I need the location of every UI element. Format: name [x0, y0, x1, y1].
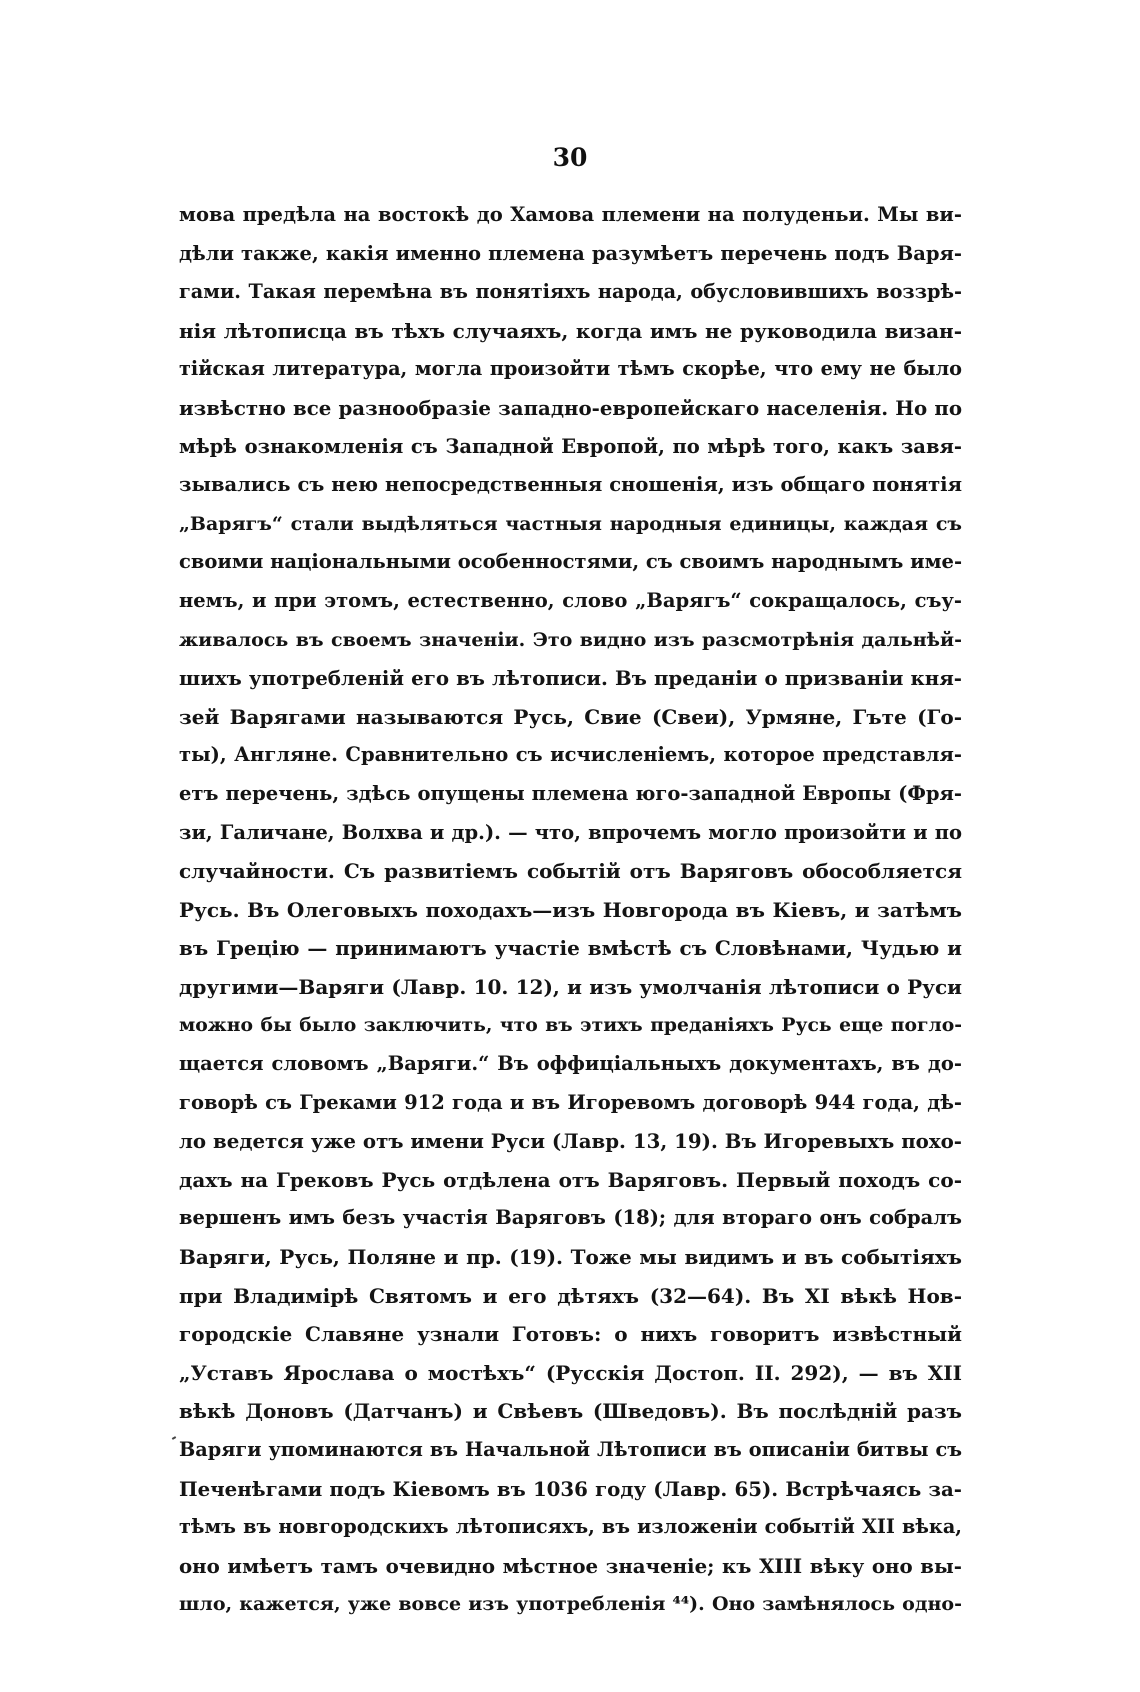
text-line: оно имѣетъ тамъ очевидно мѣстное значеніе; къ XIII вѣку оно вы- — [179, 1553, 962, 1578]
text-line: другими—Варяги (Лавр. 10. 12), и изъ умолчанія лѣтописи о Руси — [179, 974, 962, 999]
text-line: щается словомъ „Варяги.“ Въ оффиціальныхъ документахъ, въ до- — [179, 1052, 962, 1076]
text-line: вѣкѣ Доновъ (Датчанъ) и Свѣевъ (Шведовъ). Въ послѣдній разъ — [179, 1399, 962, 1424]
text-line: нія лѣтописца въ тѣхъ случаяхъ, когда имъ не руководила визан- — [179, 318, 962, 343]
text-line: ты), Англяне. Сравнительно съ исчисленіемъ, которое представля- — [179, 743, 962, 767]
text-line: случайности. Съ развитіемъ событій отъ Варяговъ обособляется — [179, 859, 962, 884]
text-line: вершенъ имъ безъ участія Варяговъ (18); для втораго онъ собралъ — [179, 1206, 962, 1230]
text-line: шихъ употребленій его въ лѣтописи. Въ преданіи о призваніи кня- — [179, 666, 962, 691]
text-line: немъ, и при этомъ, естественно, слово „Варягъ“ сокращалось, съу- — [179, 588, 962, 612]
scan-speck — [172, 1436, 176, 1440]
text-line: живалось въ своемъ значеніи. Это видно изъ разсмотрѣнія дальнѣй- — [179, 628, 962, 651]
text-line: въ Грецію — принимаютъ участіе вмѣстѣ съ Словѣнами, Чудью и — [179, 936, 962, 961]
text-line: „Варягъ“ стали выдѣляться частныя народныя единицы, каждая съ — [179, 512, 962, 535]
text-line: Варяги упоминаются въ Начальной Лѣтописи въ описаніи битвы съ — [179, 1438, 962, 1461]
text-line: Русь. Въ Олеговыхъ походахъ—изъ Новгорода въ Кіевъ, и затѣмъ — [179, 897, 962, 922]
text-line: гами. Такая перемѣна въ понятіяхъ народа, обусловившихъ воззрѣ- — [179, 280, 962, 304]
text-line: извѣстно все разнообразіе западно-европейскаго населенія. Но по — [179, 395, 962, 420]
text-line: мова предѣла на востокѣ до Хамова племени на полуденьи. Мы ви- — [179, 203, 962, 226]
text-line: можно бы было заключить, что въ этихъ преданіяхъ Русь еще погло- — [179, 1014, 962, 1037]
text-line: дѣли также, какія именно племена разумѣетъ перечень подъ Варя- — [179, 241, 962, 265]
text-line: говорѣ съ Греками 912 года и въ Игоревомъ договорѣ 944 года, дѣ- — [179, 1090, 962, 1114]
text-line: „Уставъ Ярослава о мостѣхъ“ (Русскія Достоп. II. 292), — въ XII — [179, 1360, 962, 1385]
text-line: своими національными особенностями, съ своимъ народнымъ име- — [179, 550, 962, 574]
text-line: дахъ на Грековъ Русь отдѣлена отъ Варяговъ. Первый походъ со- — [179, 1167, 962, 1192]
text-line: ло ведется уже отъ имени Руси (Лавр. 13, 19). Въ Игоревыхъ похо- — [179, 1129, 962, 1154]
text-line: зи, Галичане, Волхва и др.). — что, впрочемъ могло произойти и по — [179, 820, 962, 844]
text-line: городскіе Славяне узнали Готовъ: о нихъ говоритъ извѣстный — [179, 1322, 962, 1347]
body-text — [179, 196, 962, 1624]
text-line: зей Варягами называются Русь, Свие (Свеи), Урмяне, Гъте (Го- — [179, 704, 962, 729]
page-number: 30 — [552, 143, 588, 172]
text-line: шло, кажется, уже вовсе изъ употребленія ⁴⁴). Оно замѣнялось одно- — [179, 1593, 962, 1616]
text-line: при Владимірѣ Святомъ и его дѣтяхъ (32—64). Въ XI вѣкѣ Нов- — [179, 1283, 962, 1308]
text-line: мѣрѣ ознакомленія съ Западной Европой, по мѣрѣ того, какъ завя- — [179, 434, 962, 458]
text-line: етъ перечень, здѣсь опущены племена юго-западной Европы (Фря- — [179, 781, 962, 805]
text-line: зывались съ нею непосредственныя сношенія, изъ общаго понятія — [179, 473, 962, 497]
text-line: Печенѣгами подъ Кіевомъ въ 1036 году (Лавр. 65). Встрѣчаясь за- — [179, 1476, 962, 1501]
text-line: тѣмъ въ новгородскихъ лѣтописяхъ, въ изложеніи событій XII вѣка, — [179, 1515, 962, 1539]
text-line: тійская литература, могла произойти тѣмъ скорѣе, что ему не было — [179, 357, 962, 381]
text-line: Варяги, Русь, Поляне и пр. (19). Тоже мы видимъ и въ событіяхъ — [179, 1245, 962, 1270]
